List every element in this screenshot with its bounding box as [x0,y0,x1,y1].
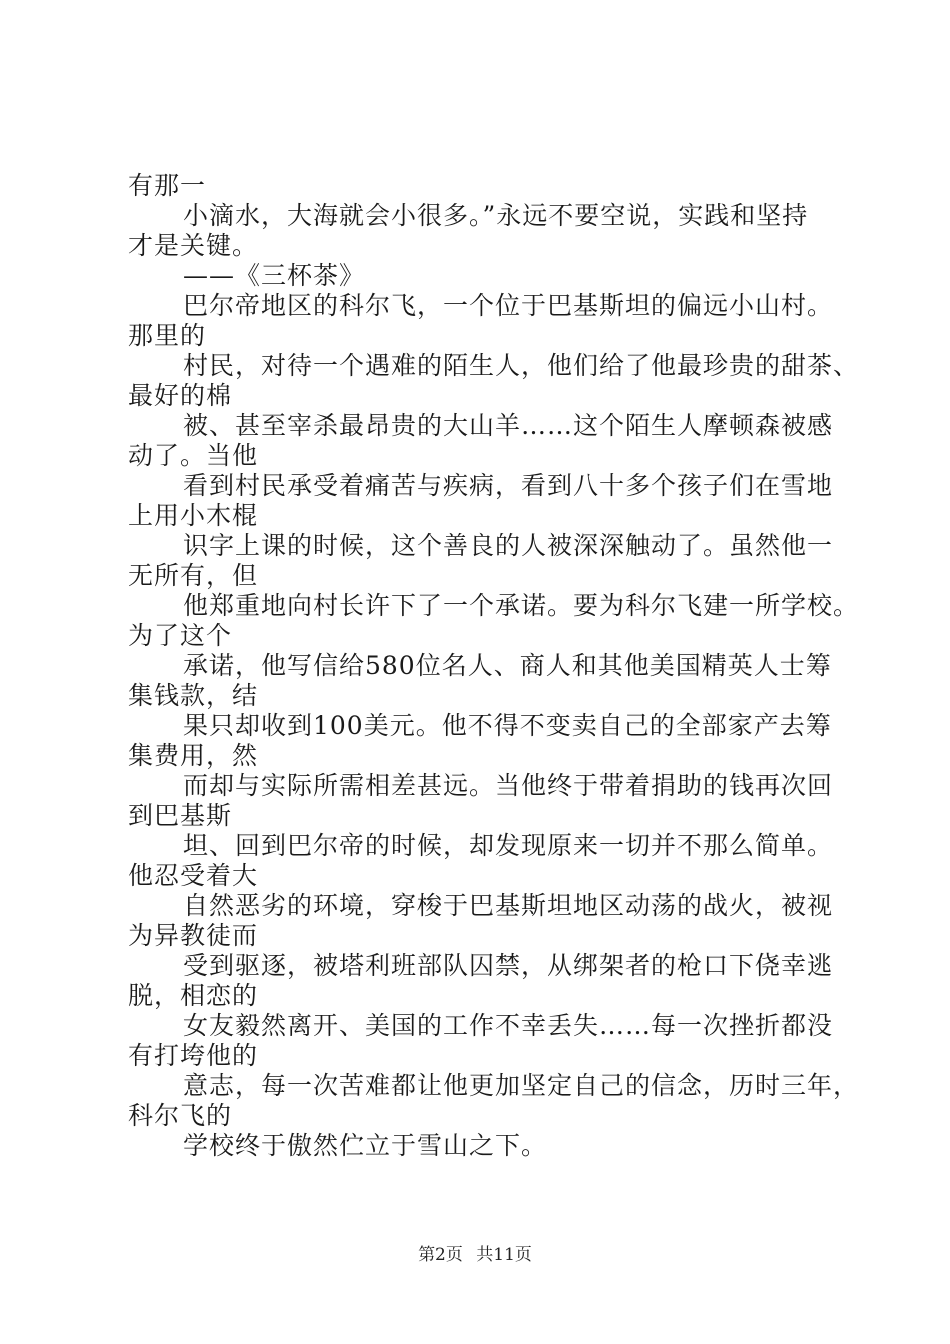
text-line: 看到村民承受着痛苦与疾病，看到八十多个孩子们在雪地 [183,471,834,500]
text-line: 集费用，然 [128,741,259,770]
page-number: 第2页 [418,1245,463,1265]
page-total: 共11页 [476,1245,532,1265]
text-line: 动了。当他 [128,441,259,470]
text-line: 巴尔帝地区的科尔飞，一个位于巴基斯坦的偏远小山村。 [183,291,834,320]
text-line: 学校终于傲然伫立于雪山之下。 [183,1131,548,1160]
text-line: 受到驱逐，被塔利班部队囚禁，从绑架者的枪口下侥幸逃 [183,951,834,980]
text-line: 科尔飞的 [128,1101,233,1130]
text-line: ——《三杯茶》 [183,261,366,290]
text-line: 村民，对待一个遇难的陌生人，他们给了他最珍贵的甜茶、 [183,351,860,380]
text-line: 小滴水，大海就会小很多。”永远不要空说，实践和坚持 [183,201,809,230]
text-line: 而却与实际所需相差甚远。当他终于带着捐助的钱再次回 [183,771,834,800]
text-line: 上用小木棍 [128,501,259,530]
text-line: 为异教徒而 [128,921,259,950]
text-line: 脱，相恋的 [128,981,259,1010]
text-line: 那里的 [128,321,207,350]
text-line: 才是关键。 [128,231,259,260]
text-line: 最好的棉 [128,381,233,410]
text-line: 识字上课的时候，这个善良的人被深深触动了。虽然他一 [183,531,834,560]
text-line: 果只却收到100美元。他不得不变卖自己的全部家产去筹 [183,711,832,740]
body-text [128,171,860,1161]
text-line: 被、甚至宰杀最昂贵的大山羊……这个陌生人摩顿森被感 [183,411,834,440]
text-line: 他忍受着大 [128,861,259,890]
text-line: 有那一 [128,171,207,200]
page-footer [0,1244,950,1266]
text-line: 女友毅然离开、美国的工作不幸丢失……每一次挫折都没 [183,1011,834,1040]
text-line: 有打垮他的 [128,1041,259,1070]
text-line: 承诺，他写信给580位名人、商人和其他美国精英人士筹 [183,651,832,680]
text-line: 意志，每一次苦难都让他更加坚定自己的信念，历时三年， [183,1071,860,1100]
text-line: 坦、回到巴尔帝的时候，却发现原来一切并不那么简单。 [183,831,834,860]
text-line: 他郑重地向村长许下了一个承诺。要为科尔飞建一所学校。 [183,591,860,620]
text-line: 集钱款，结 [128,681,259,710]
text-line: 自然恶劣的环境，穿梭于巴基斯坦地区动荡的战火，被视 [183,891,834,920]
text-line: 无所有，但 [128,561,259,590]
text-line: 到巴基斯 [128,801,233,830]
text-line: 为了这个 [128,621,233,650]
